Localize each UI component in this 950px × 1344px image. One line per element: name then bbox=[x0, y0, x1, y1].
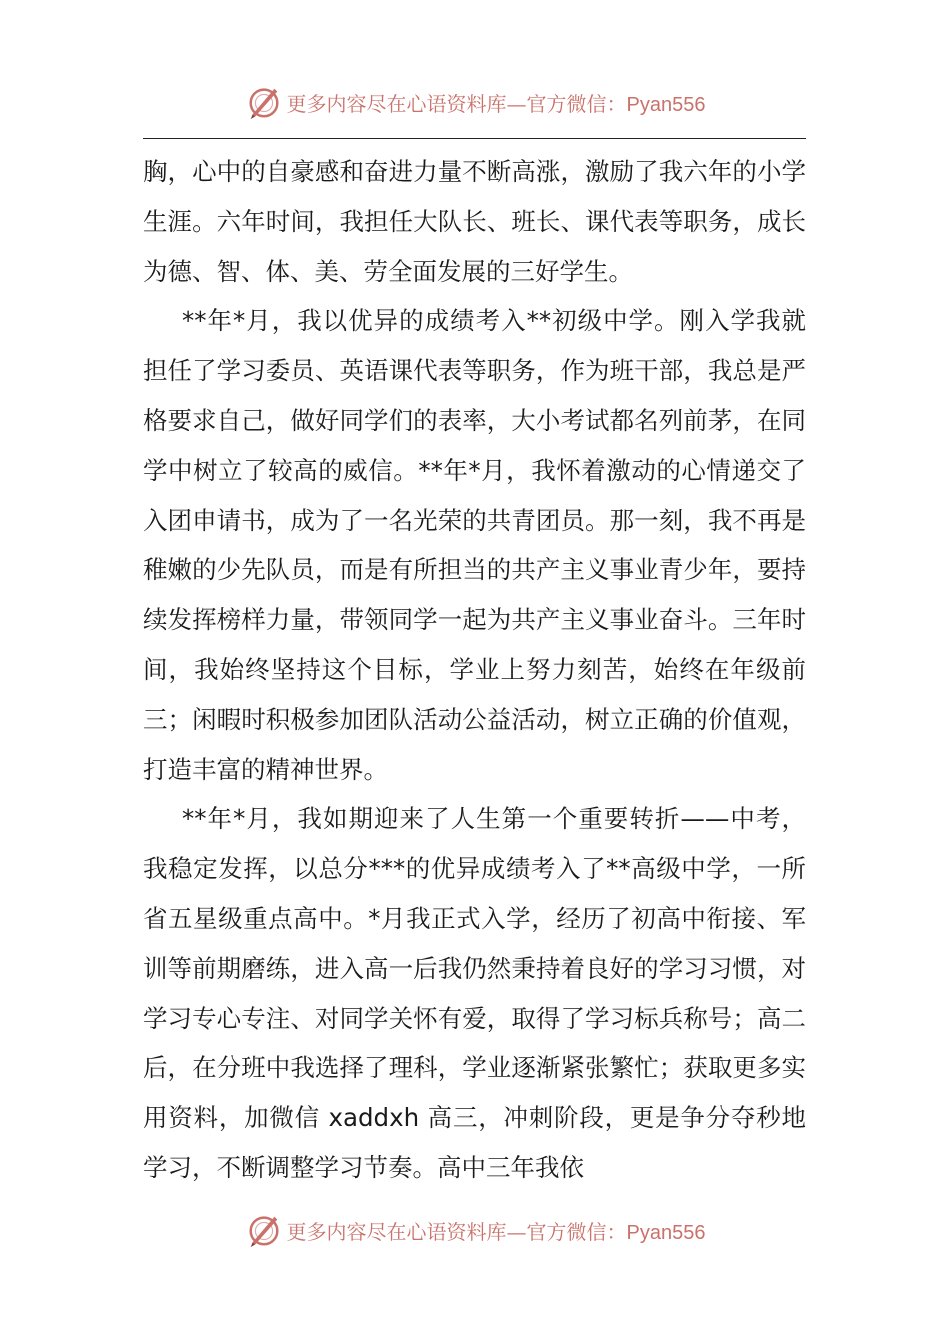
header-banner bbox=[0, 82, 950, 122]
footer-banner bbox=[0, 1210, 950, 1250]
header-banner-text bbox=[287, 88, 706, 117]
pen-circle-logo-icon bbox=[245, 1211, 283, 1249]
paragraph-2: **年*月，我以优异的成绩考入**初级中学。刚入学我就担任了学习委员、英语课代表等职务，作为班干部，我总是严格要求自己，做好同学们的表率，大小考试都名列前茅，在同学中树立了较高的威信。**年*月，我怀着激动的心情递交了入团申请书，成为了一名光荣的共青团员。那一刻，我不再是稚嫩的少先队员，而是有所担当的共产主义事业青少年，要持续发挥榜样力量，带领同学一起为共产主义事业奋斗。三年时间，我始终坚持这个目标，学业上努力刻苦，始终在年级前三；闲暇时积极参加团队活动公益活动，树立正确的价值观，打造丰富的精神世界。 bbox=[143, 306, 806, 784]
header-banner-label: 更多内容尽在心语资料库—官方微信： bbox=[286, 91, 627, 116]
footer-banner-label: 更多内容尽在心语资料库—官方微信： bbox=[286, 1219, 627, 1244]
header-wechat-handle: Pyan556 bbox=[626, 93, 706, 116]
paragraph-1: 胸，心中的自豪感和奋进力量不断高涨，激励了我六年的小学生涯。六年时间，我担任大队长、班长、课代表等职务，成长为德、智、体、美、劳全面发展的三好学生。 bbox=[143, 157, 806, 286]
pen-circle-logo-icon bbox=[245, 83, 283, 121]
header-divider bbox=[143, 138, 806, 139]
footer-wechat-handle: Pyan556 bbox=[626, 1221, 706, 1244]
document-body bbox=[143, 147, 806, 1193]
paragraph-3: **年*月，我如期迎来了人生第一个重要转折——中考，我稳定发挥，以总分***的优异成绩考入了**高级中学，一所省五星级重点高中。*月我正式入学，经历了初高中衔接、军训等前期磨练，进入高一后我仍然秉持着良好的学习习惯，对学习专心专注、对同学关怀有爱，取得了学习标兵称号；高二后，在分班中我选择了理科，学业逐渐紧张繁忙；获取更多实用资料，加微信 xaddxh 高三，冲刺阶段，更是争分夺秒地学习，不断调整学习节奏。高中三年我依 bbox=[143, 804, 806, 1182]
footer-banner-text bbox=[287, 1216, 706, 1245]
